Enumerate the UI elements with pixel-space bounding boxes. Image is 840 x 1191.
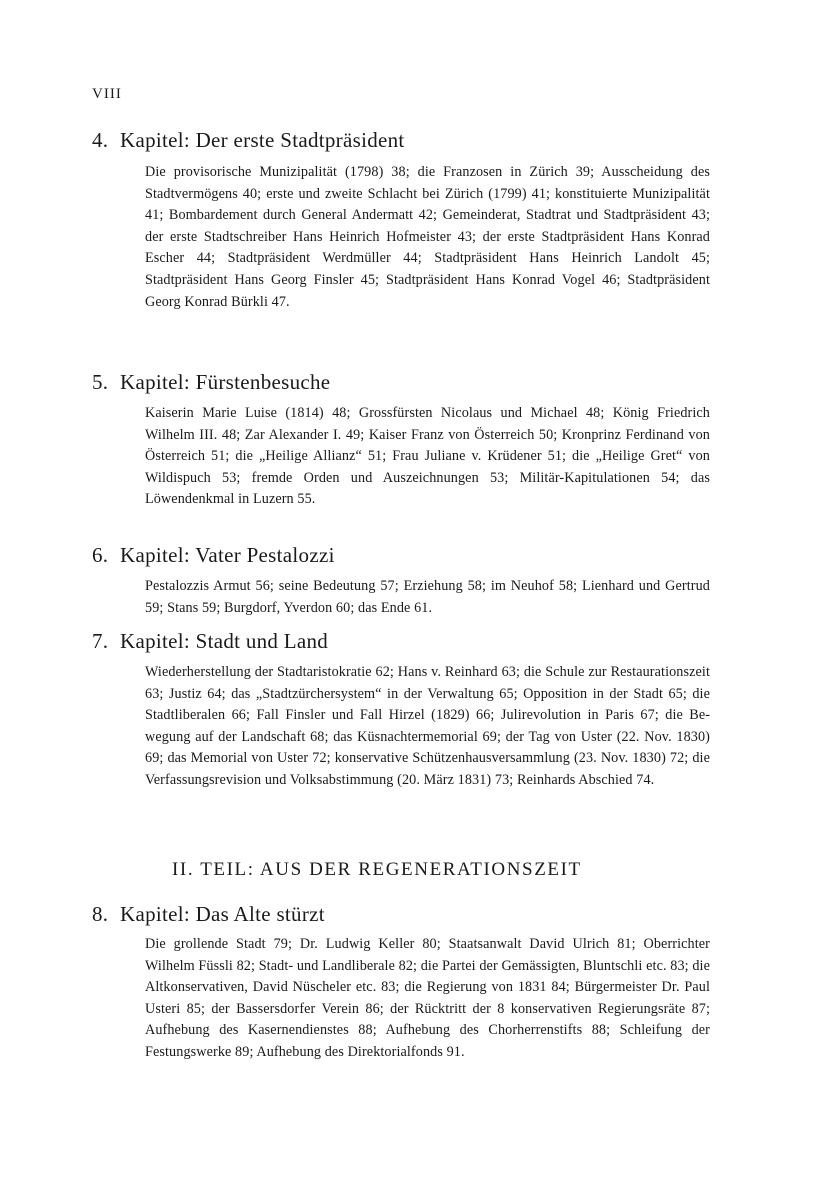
chapter-7-title: Kapitel: Stadt und Land (120, 629, 329, 653)
chapter-4-heading (92, 128, 405, 153)
chapter-4-summary-text: Die provisorische Munizipalität (1798) 38; die Franzosen in Zürich 39; Ausscheidung des Stadtvermögens 40; erste und zweite Schlacht bei Zürich (1799) 41; konstituierte Munizipalität 41; Bombardement durch General Andermatt 42; Gemeinderat, Stadtrat und Stadtpräsident 43; der erste Stadtschreiber Hans Heinrich Hofmeister 43; der erste Stadtpräsident Hans Konrad Escher 44; Stadtpräsident Werdmüller 44; Stadtpräsident Hans Heinrich Landolt 45; Stadtpräsident Hans Georg Finsler 45; Stadtpräsident Hans Konrad Vogel 46; Stadtpräsident Georg Konrad Bürkli 47. (145, 164, 710, 310)
chapter-8-title: Kapitel: Das Alte stürzt (120, 902, 325, 926)
chapter-6-number: 6. (92, 543, 109, 567)
chapter-6-heading (92, 543, 335, 568)
chapter-7-summary (145, 662, 710, 792)
chapter-6-summary (145, 576, 710, 619)
chapter-4-number: 4. (92, 128, 109, 152)
chapter-5-heading (92, 370, 330, 395)
chapter-7-number: 7. (92, 629, 109, 653)
chapter-5-summary (145, 403, 710, 511)
chapter-7-summary-text: Wiederherstellung der Stadtaristokratie 62; Hans v. Reinhard 63; die Schule zur Restaurationszeit 63; Justiz 64; das „Stadtzürchersystem“ in der Verwaltung 65; Opposition in der Stadt 65; die Stadtliberalen 66; Fall Finsler und Fall Hirzel (1829) 66; Julirevolution in Paris 67; die Bewegung auf der Landschaft 68; das Küsnachtermemorial 69; der Tag von Uster (22. Nov. 1830) 69; das Memorial von Uster 72; konservative Schützenhausversammlung (23. Nov. 1830) 72; die Verfassungsrevision und Volksabstimmung (20. März 1831) 73; Reinhards Abschied 74. (145, 664, 710, 788)
chapter-8-number: 8. (92, 902, 109, 926)
chapter-5-number: 5. (92, 370, 109, 394)
chapter-8-heading (92, 902, 325, 927)
chapter-8-summary-text: Die grollende Stadt 79; Dr. Ludwig Keller 80; Staatsanwalt David Ulrich 81; Oberrichter Wilhelm Füssli 82; Stadt- und Landliberale 82; die Partei der Gemässigten, Bluntschli etc. 83; die Altkonservativen, David Nüscheler etc. 83; die Regierung von 1831 84; Bürgermeister Dr. Paul Usteri 85; der Bassersdorfer Verein 86; der Rücktritt der 8 konservativen Regierungsräte 87; Aufhebung des Kasernendienstes 88; Aufhebung des Chorherrenstifts 88; Schleifung der Festungswerke 89; Aufhebung des Direktorialfonds 91. (145, 936, 710, 1060)
chapter-4-title: Kapitel: Der erste Stadtpräsident (120, 128, 405, 152)
chapter-8-summary (145, 934, 710, 1064)
chapter-6-summary-text: Pestalozzis Armut 56; seine Bedeutung 57; Erziehung 58; im Neuhof 58; Lienhard und Gertrud 59; Stans 59; Burgdorf, Yverdon 60; das Ende 61. (145, 578, 710, 616)
chapter-5-summary-text: Kaiserin Marie Luise (1814) 48; Grossfürsten Nicolaus und Michael 48; König Friedrich Wilhelm III. 48; Zar Alexander I. 49; Kaiser Franz von Österreich 50; Kronprinz Ferdinand von Österreich 51; die „Heilige Allianz“ 51; Frau Juliane v. Krüdener 51; die „Heilige Gret“ von Wildispuch 53; fremde Orden und Auszeichnungen 53; Militär-Kapitulationen 54; das Löwendenkmal in Luzern 55. (145, 405, 710, 508)
chapter-4-summary (145, 162, 710, 313)
chapter-7-heading (92, 629, 328, 654)
chapter-6-title: Kapitel: Vater Pestalozzi (120, 543, 335, 567)
page-number: VIII (92, 86, 122, 102)
chapter-5-title: Kapitel: Fürstenbesuche (120, 370, 331, 394)
part-2-heading: II. TEIL: AUS DER REGENERATIONSZEIT (172, 859, 582, 880)
